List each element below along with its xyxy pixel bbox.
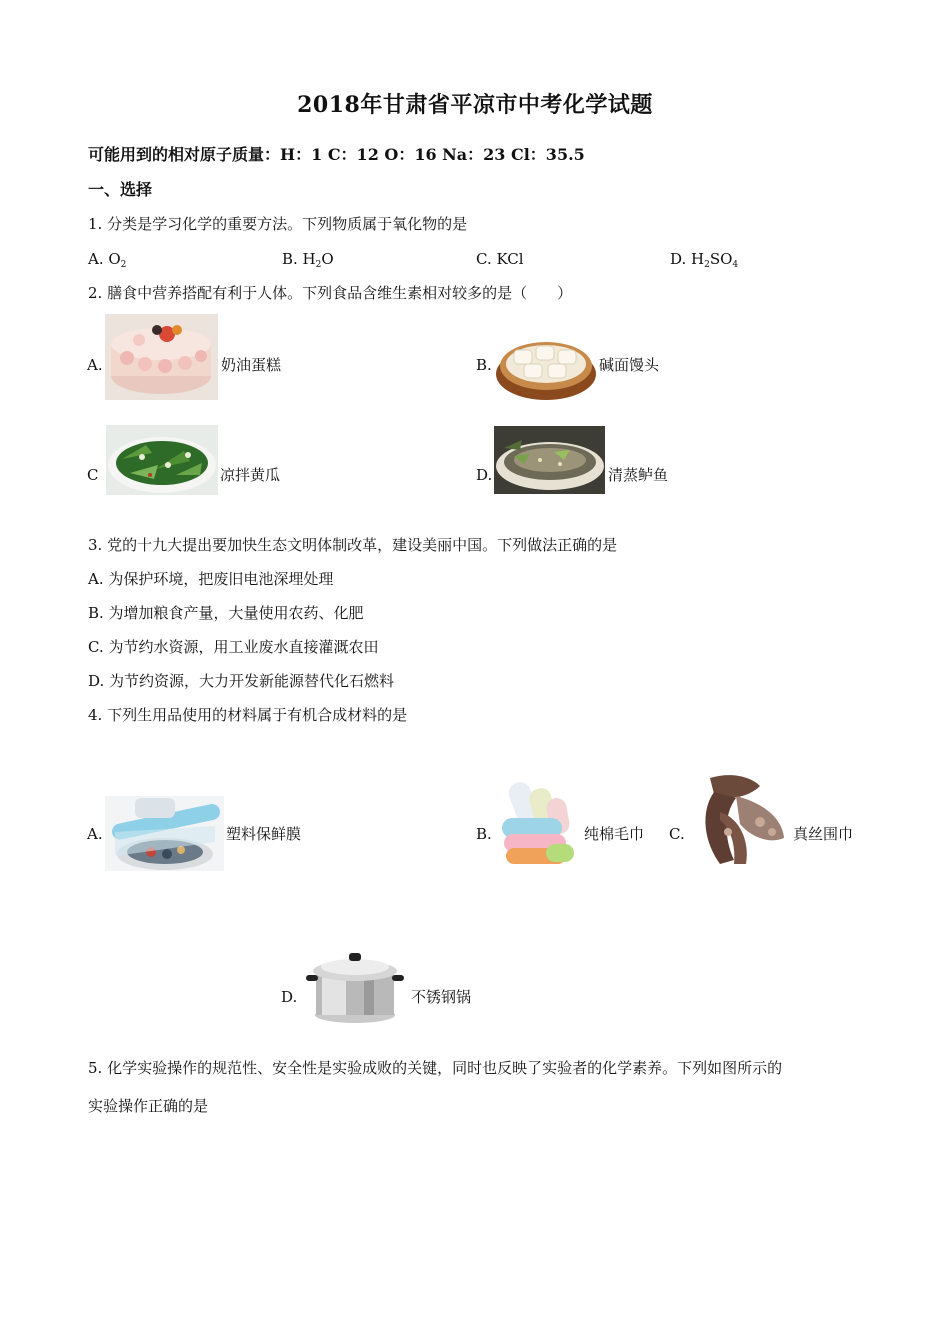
cotton-towels-image	[498, 778, 578, 870]
cucumber-salad-image	[106, 425, 218, 495]
q4-option-b-letter: B.	[476, 825, 492, 843]
q1-option-a: A. $O_2$	[88, 250, 127, 270]
q4-option-a-letter: A.	[87, 825, 103, 843]
q1-option-b: B. $H_2O$	[282, 250, 334, 270]
steel-pot-image	[302, 945, 408, 1025]
q4-option-b-text: 纯棉毛巾	[584, 825, 645, 843]
q3-stem: 3. 党的十九大提出要加快生态文明体制改革，建设美丽中国。下列做法正确的是	[88, 536, 618, 554]
cream-cake-image	[105, 314, 218, 400]
q5-stem-line2: 实验操作正确的是	[88, 1097, 209, 1115]
q1-option-c: C. KCl	[476, 250, 524, 268]
q2-option-c-text: 凉拌黄瓜	[220, 466, 281, 484]
q3-option-a: A. 为保护环境，把废旧电池深埋处理	[88, 570, 334, 588]
q2-option-d-letter: D.	[476, 466, 493, 484]
q1-stem: 1. 分类是学习化学的重要方法。下列物质属于氧化物的是	[88, 215, 468, 233]
q2-option-a-text: 奶油蛋糕	[221, 356, 282, 374]
section-heading: 一、选择	[88, 180, 153, 199]
page-title: 2018年甘肃省平凉市中考化学试题	[297, 92, 653, 118]
q3-option-d: D. 为节约资源，大力开发新能源替代化石燃料	[88, 672, 395, 690]
silk-scarf-image	[690, 772, 788, 870]
q3-option-b: B. 为增加粮食产量，大量使用农药、化肥	[88, 604, 364, 622]
q4-option-c-letter: C.	[669, 825, 685, 843]
q2-option-a-letter: A.	[87, 356, 103, 374]
q4-option-c-text: 真丝围巾	[793, 825, 854, 843]
q1-option-d: D. $H_2SO_4$	[670, 250, 739, 270]
q4-option-d-text: 不锈钢锅	[411, 988, 472, 1006]
atomic-mass-line: 可能用到的相对原子质量：H：1 C：12 O：16 Na：23 Cl：35.5	[88, 145, 585, 164]
q2-option-b-letter: B.	[476, 356, 492, 374]
q3-option-c: C. 为节约水资源，用工业废水直接灌溉农田	[88, 638, 379, 656]
q4-stem: 4. 下列生用品使用的材料属于有机合成材料的是	[88, 706, 408, 724]
steamed-fish-image	[494, 426, 605, 494]
q4-option-a-text: 塑料保鲜膜	[226, 825, 302, 843]
q2-option-b-text: 碱面馒头	[599, 356, 660, 374]
plastic-wrap-image	[105, 796, 224, 871]
q4-option-d-letter: D.	[281, 988, 298, 1006]
q2-stem: 2. 膳食中营养搭配有利于人体。下列食品含维生素相对较多的是（ ）	[88, 284, 573, 302]
q2-option-d-text: 清蒸鲈鱼	[608, 466, 669, 484]
steamed-buns-image	[494, 326, 598, 402]
q5-stem-line1: 5. 化学实验操作的规范性、安全性是实验成败的关键，同时也反映了实验者的化学素养。下列如图所示的	[88, 1059, 783, 1077]
q2-option-c-letter: C	[87, 466, 99, 484]
